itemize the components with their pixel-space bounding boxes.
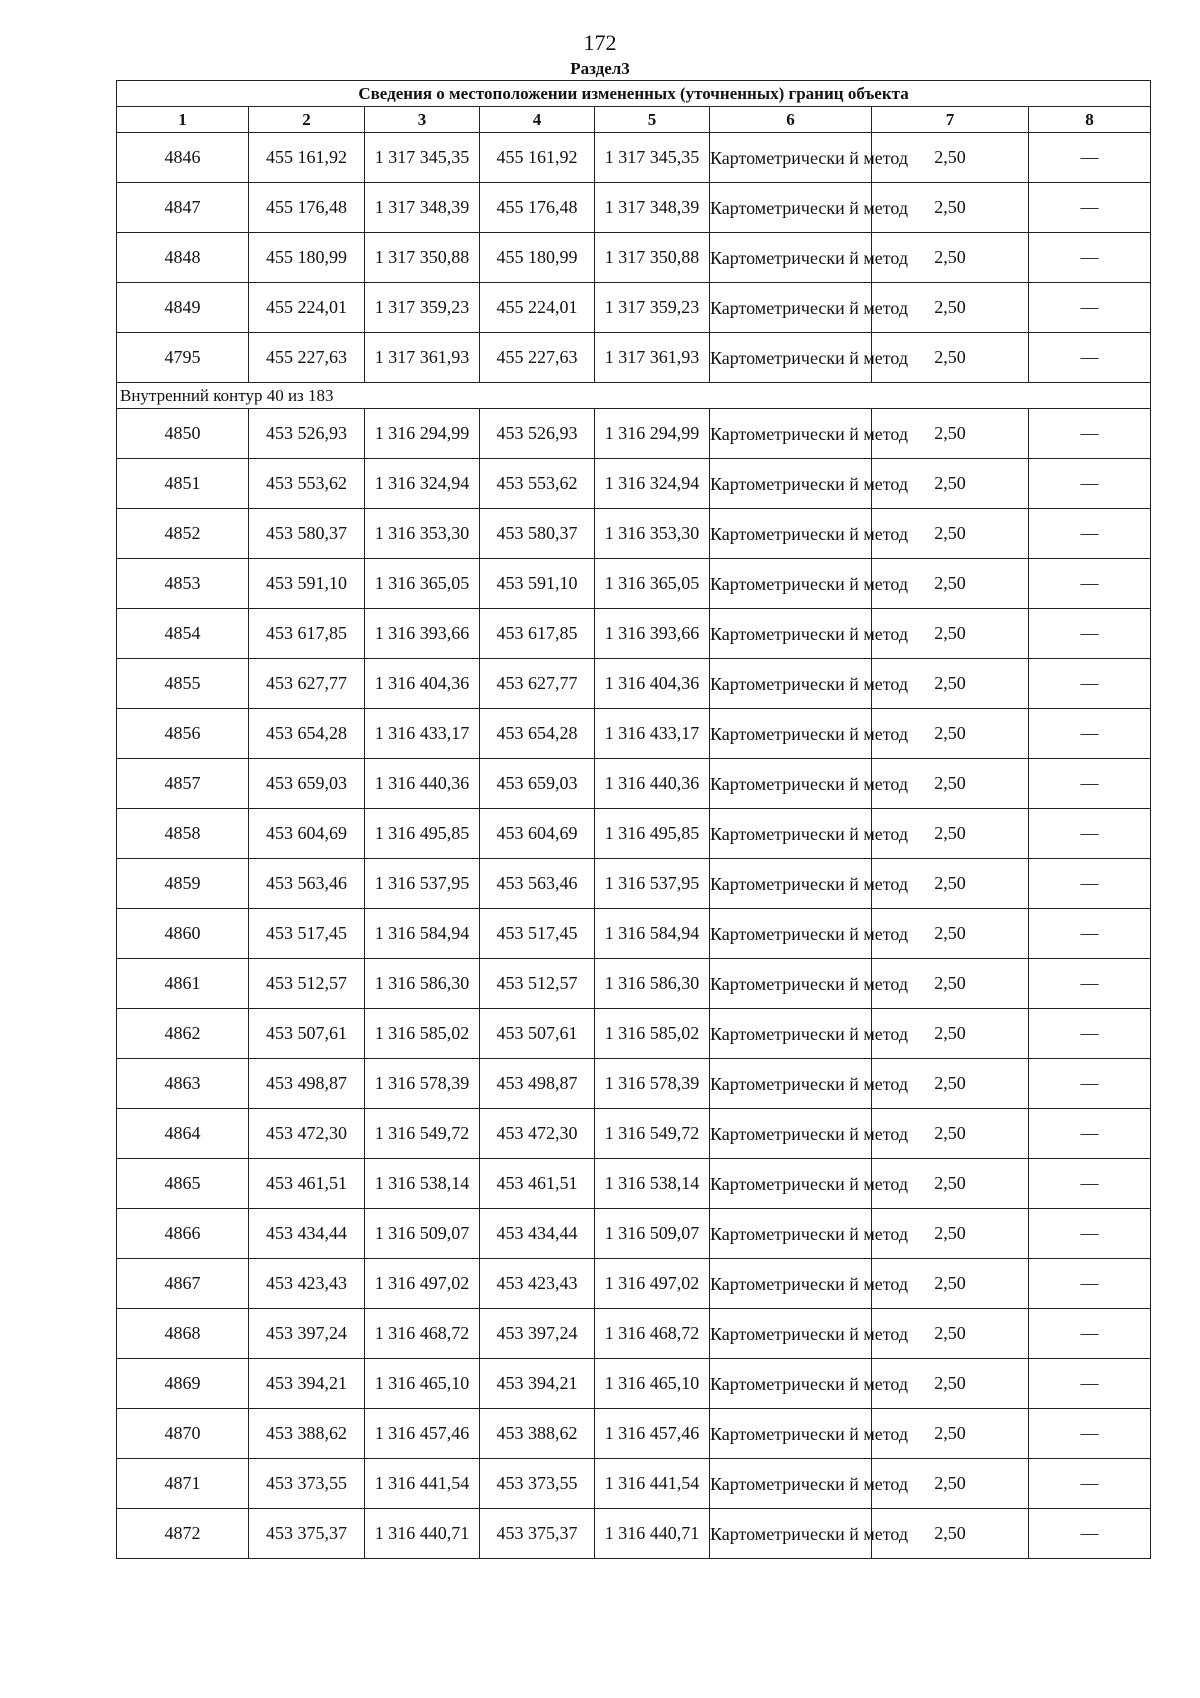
cell-accuracy: 2,50 [872,959,1029,1009]
cell-x-old: 453 375,37 [249,1509,365,1559]
cell-point-number: 4870 [117,1409,249,1459]
cell-point-number: 4849 [117,283,249,333]
cell-accuracy: 2,50 [872,459,1029,509]
cell-y-new: 1 316 584,94 [595,909,710,959]
table-row [117,133,1151,183]
cell-y-old: 1 316 440,36 [365,759,480,809]
cell-point-number: 4861 [117,959,249,1009]
cell-description: — [1029,1009,1151,1059]
cell-method: Картометрически й метод [710,1459,872,1509]
cell-accuracy: 2,50 [872,859,1029,909]
cell-accuracy: 2,50 [872,183,1029,233]
cell-point-number: 4866 [117,1209,249,1259]
cell-accuracy: 2,50 [872,1309,1029,1359]
cell-accuracy: 2,50 [872,233,1029,283]
cell-x-old: 453 617,85 [249,609,365,659]
cell-x-new: 453 507,61 [480,1009,595,1059]
cell-x-new: 453 591,10 [480,559,595,609]
table-row [117,709,1151,759]
cell-description: — [1029,859,1151,909]
cell-y-old: 1 316 497,02 [365,1259,480,1309]
cell-x-old: 455 224,01 [249,283,365,333]
cell-method: Картометрически й метод [710,1509,872,1559]
table-row [117,809,1151,859]
table-row [117,959,1151,1009]
cell-method: Картометрически й метод [710,333,872,383]
cell-y-old: 1 317 361,93 [365,333,480,383]
cell-method: Картометрически й метод [710,809,872,859]
cell-y-old: 1 317 359,23 [365,283,480,333]
table-row [117,1409,1151,1459]
cell-x-old: 453 472,30 [249,1109,365,1159]
cell-x-old: 453 604,69 [249,809,365,859]
table-row [117,859,1151,909]
table-body [117,133,1151,1559]
cell-point-number: 4846 [117,133,249,183]
cell-y-new: 1 316 324,94 [595,459,710,509]
cell-point-number: 4855 [117,659,249,709]
cell-point-number: 4871 [117,1459,249,1509]
cell-x-old: 455 180,99 [249,233,365,283]
cell-y-new: 1 316 440,36 [595,759,710,809]
cell-x-old: 453 507,61 [249,1009,365,1059]
cell-method: Картометрически й метод [710,609,872,659]
cell-y-old: 1 316 440,71 [365,1509,480,1559]
cell-point-number: 4856 [117,709,249,759]
cell-x-new: 453 604,69 [480,809,595,859]
cell-x-old: 453 461,51 [249,1159,365,1209]
cell-x-new: 453 394,21 [480,1359,595,1409]
cell-point-number: 4862 [117,1009,249,1059]
cell-y-old: 1 316 586,30 [365,959,480,1009]
cell-method: Картометрически й метод [710,1309,872,1359]
cell-point-number: 4848 [117,233,249,283]
cell-x-new: 453 563,46 [480,859,595,909]
cell-method: Картометрически й метод [710,959,872,1009]
cell-y-old: 1 316 578,39 [365,1059,480,1109]
cell-x-old: 453 394,21 [249,1359,365,1409]
cell-description: — [1029,1309,1151,1359]
column-header-3: 3 [365,107,480,133]
table-row [117,283,1151,333]
column-header-6: 6 [710,107,872,133]
cell-x-new: 453 388,62 [480,1409,595,1459]
cell-x-old: 453 553,62 [249,459,365,509]
cell-y-old: 1 316 365,05 [365,559,480,609]
cell-accuracy: 2,50 [872,759,1029,809]
cell-accuracy: 2,50 [872,1059,1029,1109]
cell-point-number: 4859 [117,859,249,909]
table-row [117,1009,1151,1059]
cell-point-number: 4868 [117,1309,249,1359]
cell-point-number: 4853 [117,559,249,609]
cell-x-old: 453 498,87 [249,1059,365,1109]
cell-method: Картометрически й метод [710,759,872,809]
cell-x-new: 455 227,63 [480,333,595,383]
cell-x-old: 453 397,24 [249,1309,365,1359]
cell-method: Картометрически й метод [710,409,872,459]
cell-method: Картометрически й метод [710,1009,872,1059]
cell-x-old: 453 563,46 [249,859,365,909]
cell-y-old: 1 316 549,72 [365,1109,480,1159]
table-row [117,1309,1151,1359]
cell-accuracy: 2,50 [872,1459,1029,1509]
table-row [117,1209,1151,1259]
cell-description: — [1029,509,1151,559]
column-header-row [117,107,1151,133]
cell-x-old: 453 526,93 [249,409,365,459]
cell-accuracy: 2,50 [872,283,1029,333]
cell-y-new: 1 317 359,23 [595,283,710,333]
column-header-5: 5 [595,107,710,133]
cell-description: — [1029,459,1151,509]
cell-description: — [1029,1209,1151,1259]
cell-x-old: 455 176,48 [249,183,365,233]
cell-description: — [1029,609,1151,659]
cell-x-new: 453 654,28 [480,709,595,759]
table-row [117,1159,1151,1209]
cell-x-new: 453 373,55 [480,1459,595,1509]
cell-point-number: 4852 [117,509,249,559]
cell-description: — [1029,233,1151,283]
cell-y-old: 1 316 538,14 [365,1159,480,1209]
cell-accuracy: 2,50 [872,133,1029,183]
cell-y-new: 1 316 509,07 [595,1209,710,1259]
cell-x-new: 453 580,37 [480,509,595,559]
cell-method: Картометрически й метод [710,559,872,609]
table-row [117,909,1151,959]
cell-accuracy: 2,50 [872,809,1029,859]
cell-y-new: 1 316 365,05 [595,559,710,609]
cell-accuracy: 2,50 [872,659,1029,709]
cell-y-old: 1 316 468,72 [365,1309,480,1359]
cell-y-new: 1 316 433,17 [595,709,710,759]
cell-description: — [1029,959,1151,1009]
cell-description: — [1029,659,1151,709]
cell-accuracy: 2,50 [872,1209,1029,1259]
cell-description: — [1029,333,1151,383]
cell-x-new: 453 461,51 [480,1159,595,1209]
column-header-4: 4 [480,107,595,133]
cell-accuracy: 2,50 [872,1259,1029,1309]
cell-method: Картометрически й метод [710,859,872,909]
cell-y-new: 1 316 495,85 [595,809,710,859]
cell-description: — [1029,809,1151,859]
cell-x-old: 453 517,45 [249,909,365,959]
cell-y-new: 1 316 441,54 [595,1459,710,1509]
cell-x-new: 453 627,77 [480,659,595,709]
cell-point-number: 4847 [117,183,249,233]
cell-accuracy: 2,50 [872,559,1029,609]
cell-y-new: 1 316 537,95 [595,859,710,909]
cell-method: Картометрически й метод [710,509,872,559]
cell-y-new: 1 317 361,93 [595,333,710,383]
cell-method: Картометрически й метод [710,1209,872,1259]
cell-y-old: 1 316 537,95 [365,859,480,909]
cell-x-new: 453 617,85 [480,609,595,659]
page-number: 172 [583,30,617,55]
cell-y-old: 1 316 465,10 [365,1359,480,1409]
cell-y-new: 1 317 350,88 [595,233,710,283]
cell-point-number: 4850 [117,409,249,459]
cell-point-number: 4851 [117,459,249,509]
table-row [117,1059,1151,1109]
cell-y-new: 1 316 538,14 [595,1159,710,1209]
column-header-1: 1 [117,107,249,133]
cell-accuracy: 2,50 [872,509,1029,559]
table-row [117,1459,1151,1509]
cell-accuracy: 2,50 [872,1359,1029,1409]
cell-y-new: 1 316 578,39 [595,1059,710,1109]
cell-y-new: 1 316 497,02 [595,1259,710,1309]
cell-point-number: 4865 [117,1159,249,1209]
cell-point-number: 4869 [117,1359,249,1409]
cell-description: — [1029,1409,1151,1459]
cell-y-new: 1 317 348,39 [595,183,710,233]
cell-method: Картометрически й метод [710,459,872,509]
cell-y-old: 1 317 348,39 [365,183,480,233]
cell-method: Картометрически й метод [710,233,872,283]
coordinates-table [116,80,1151,1559]
cell-y-new: 1 316 585,02 [595,1009,710,1059]
cell-accuracy: 2,50 [872,1109,1029,1159]
cell-point-number: 4854 [117,609,249,659]
cell-x-old: 453 654,28 [249,709,365,759]
cell-description: — [1029,1359,1151,1409]
contour-label: Внутренний контур 40 из 183 [117,383,1151,409]
cell-y-old: 1 316 393,66 [365,609,480,659]
cell-x-old: 453 423,43 [249,1259,365,1309]
cell-accuracy: 2,50 [872,1159,1029,1209]
cell-y-new: 1 316 468,72 [595,1309,710,1359]
cell-y-old: 1 316 294,99 [365,409,480,459]
cell-x-old: 455 227,63 [249,333,365,383]
cell-y-new: 1 316 549,72 [595,1109,710,1159]
cell-y-old: 1 316 495,85 [365,809,480,859]
cell-method: Картометрически й метод [710,709,872,759]
cell-x-old: 453 627,77 [249,659,365,709]
cell-x-old: 453 512,57 [249,959,365,1009]
cell-x-new: 453 526,93 [480,409,595,459]
cell-method: Картометрически й метод [710,283,872,333]
section-title: Раздел3 [570,59,630,78]
cell-y-new: 1 316 465,10 [595,1359,710,1409]
cell-accuracy: 2,50 [872,1409,1029,1459]
cell-x-new: 453 498,87 [480,1059,595,1109]
cell-method: Картометрически й метод [710,133,872,183]
cell-description: — [1029,133,1151,183]
cell-x-new: 453 512,57 [480,959,595,1009]
cell-y-old: 1 316 509,07 [365,1209,480,1259]
cell-accuracy: 2,50 [872,909,1029,959]
cell-x-new: 453 472,30 [480,1109,595,1159]
cell-method: Картометрически й метод [710,659,872,709]
cell-x-old: 453 373,55 [249,1459,365,1509]
cell-description: — [1029,759,1151,809]
cell-y-new: 1 316 393,66 [595,609,710,659]
column-header-8: 8 [1029,107,1151,133]
cell-method: Картометрически й метод [710,1059,872,1109]
cell-x-old: 453 659,03 [249,759,365,809]
cell-x-new: 453 659,03 [480,759,595,809]
cell-x-new: 453 375,37 [480,1509,595,1559]
cell-y-old: 1 317 350,88 [365,233,480,283]
cell-x-old: 453 580,37 [249,509,365,559]
cell-x-new: 455 176,48 [480,183,595,233]
cell-point-number: 4863 [117,1059,249,1109]
cell-accuracy: 2,50 [872,1009,1029,1059]
cell-x-new: 453 517,45 [480,909,595,959]
column-header-2: 2 [249,107,365,133]
cell-y-old: 1 316 353,30 [365,509,480,559]
cell-method: Картометрически й метод [710,1409,872,1459]
cell-method: Картометрически й метод [710,1359,872,1409]
cell-description: — [1029,1059,1151,1109]
cell-description: — [1029,909,1151,959]
cell-description: — [1029,183,1151,233]
column-header-7: 7 [872,107,1029,133]
cell-point-number: 4858 [117,809,249,859]
cell-accuracy: 2,50 [872,1509,1029,1559]
cell-x-old: 453 388,62 [249,1409,365,1459]
cell-description: — [1029,1159,1151,1209]
table-row [117,333,1151,383]
cell-method: Картометрически й метод [710,183,872,233]
cell-description: — [1029,409,1151,459]
table-row [117,183,1151,233]
cell-description: — [1029,1109,1151,1159]
cell-accuracy: 2,50 [872,409,1029,459]
cell-description: — [1029,559,1151,609]
cell-description: — [1029,1459,1151,1509]
cell-y-new: 1 316 586,30 [595,959,710,1009]
cell-description: — [1029,1509,1151,1559]
table-row [117,559,1151,609]
table-row [117,509,1151,559]
cell-description: — [1029,1259,1151,1309]
cell-method: Картометрически й метод [710,909,872,959]
cell-y-old: 1 316 457,46 [365,1409,480,1459]
cell-y-old: 1 316 404,36 [365,659,480,709]
cell-point-number: 4867 [117,1259,249,1309]
table-row [117,409,1151,459]
cell-accuracy: 2,50 [872,609,1029,659]
cell-point-number: 4857 [117,759,249,809]
cell-point-number: 4860 [117,909,249,959]
cell-point-number: 4864 [117,1109,249,1159]
table-row [117,1259,1151,1309]
cell-x-new: 455 161,92 [480,133,595,183]
cell-y-new: 1 317 345,35 [595,133,710,183]
table-row [117,1109,1151,1159]
cell-point-number: 4872 [117,1509,249,1559]
table-row [117,459,1151,509]
table-caption: Сведения о местоположении измененных (уточненных) границ объекта [117,81,1151,107]
cell-description: — [1029,709,1151,759]
table-row [117,759,1151,809]
cell-y-old: 1 316 585,02 [365,1009,480,1059]
cell-y-old: 1 316 584,94 [365,909,480,959]
cell-y-new: 1 316 353,30 [595,509,710,559]
cell-x-new: 453 434,44 [480,1209,595,1259]
cell-accuracy: 2,50 [872,709,1029,759]
cell-x-new: 453 423,43 [480,1259,595,1309]
cell-y-old: 1 317 345,35 [365,133,480,183]
cell-x-new: 455 180,99 [480,233,595,283]
cell-y-new: 1 316 440,71 [595,1509,710,1559]
table-row [117,1509,1151,1559]
cell-x-old: 453 591,10 [249,559,365,609]
cell-x-new: 453 397,24 [480,1309,595,1359]
cell-point-number: 4795 [117,333,249,383]
cell-x-new: 455 224,01 [480,283,595,333]
cell-description: — [1029,283,1151,333]
cell-method: Картометрически й метод [710,1109,872,1159]
table-row [117,1359,1151,1409]
cell-y-new: 1 316 457,46 [595,1409,710,1459]
cell-y-new: 1 316 294,99 [595,409,710,459]
cell-method: Картометрически й метод [710,1259,872,1309]
cell-y-old: 1 316 324,94 [365,459,480,509]
cell-accuracy: 2,50 [872,333,1029,383]
cell-y-new: 1 316 404,36 [595,659,710,709]
cell-y-old: 1 316 433,17 [365,709,480,759]
table-row [117,609,1151,659]
contour-label-row [117,383,1151,409]
cell-x-old: 453 434,44 [249,1209,365,1259]
table-row [117,659,1151,709]
table-row [117,233,1151,283]
cell-y-old: 1 316 441,54 [365,1459,480,1509]
cell-method: Картометрически й метод [710,1159,872,1209]
cell-x-new: 453 553,62 [480,459,595,509]
cell-x-old: 455 161,92 [249,133,365,183]
